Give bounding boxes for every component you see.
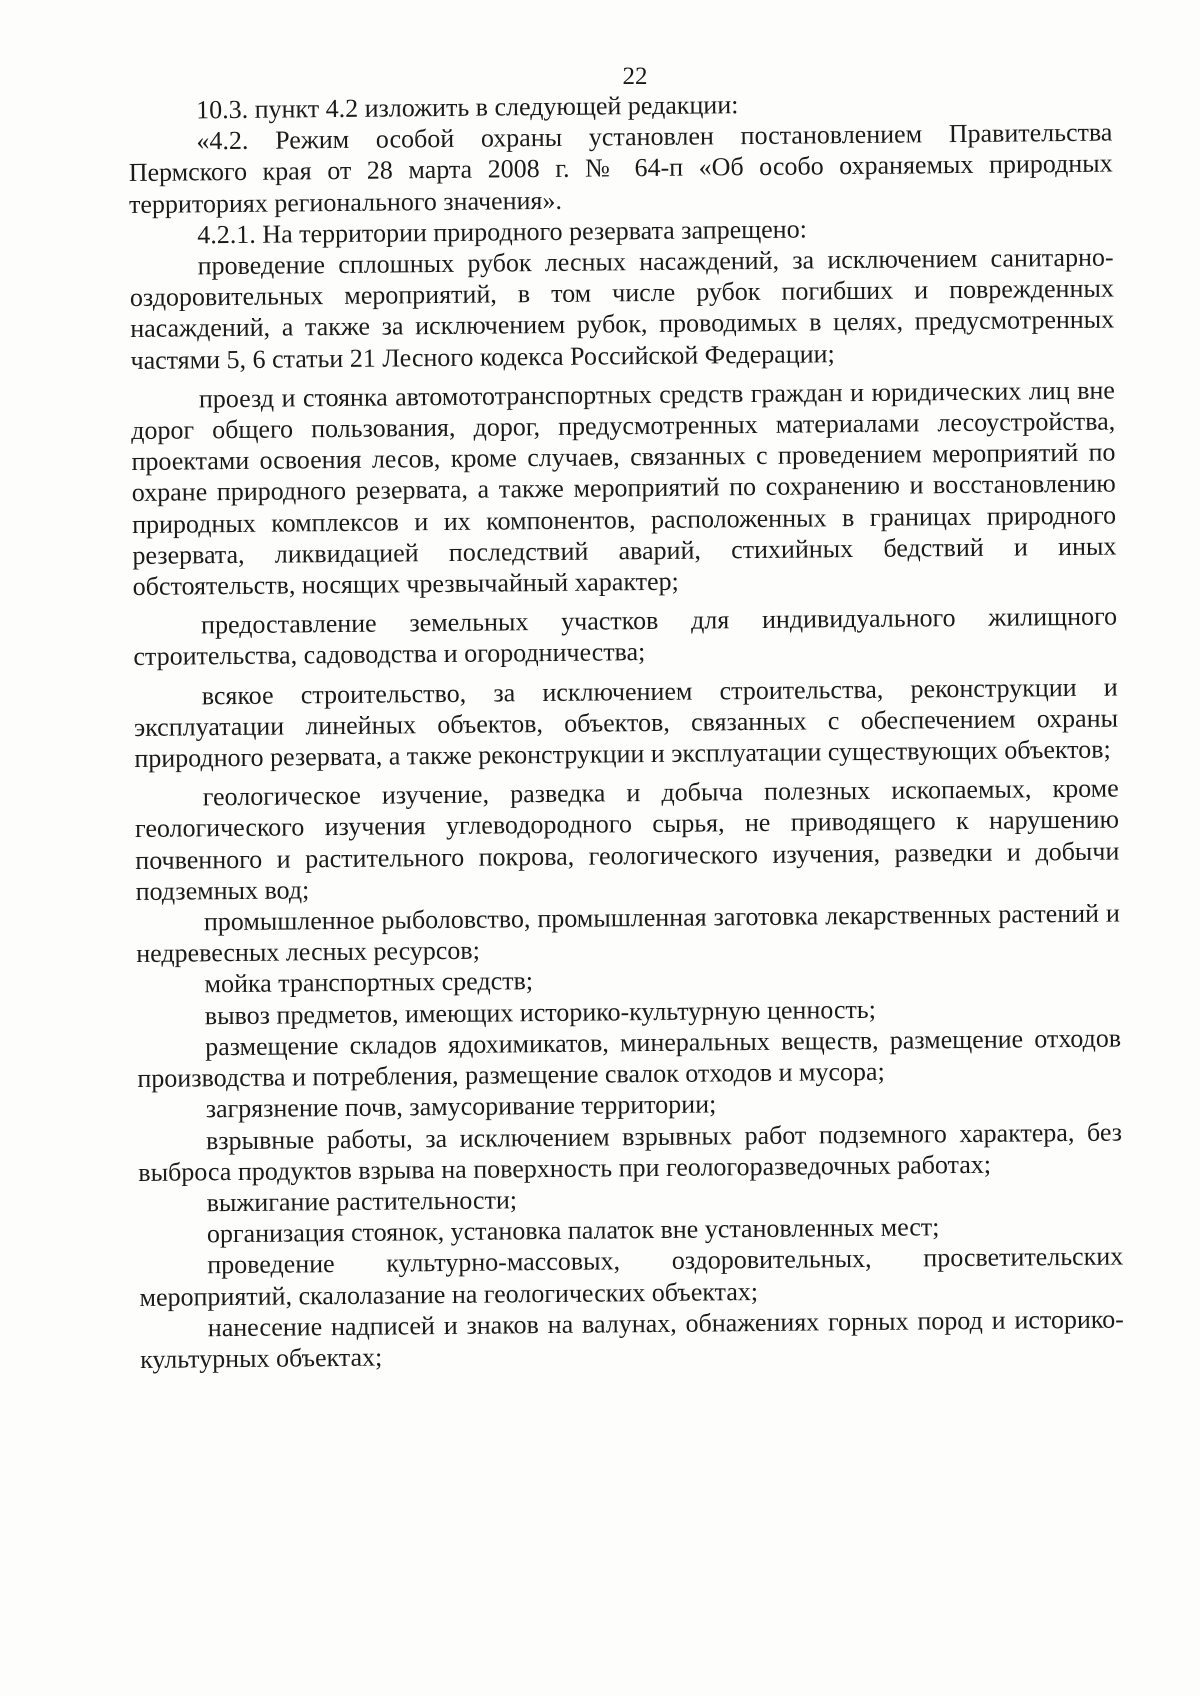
list-item-vegetation-burning: выжигание растительности; [206, 1185, 518, 1218]
list-item-blasting: взрывные работы, за исключением взрывных работ подземного характера, без выброса продуктов взрыва на поверхность при геологоразведочных работах; [138, 1117, 1123, 1187]
list-item-mass-events: проведение культурно-массовых, оздоровительных, просветительских мероприятий, скалолазание на геологических объектах; [139, 1241, 1124, 1312]
list-item-camping: организация стоянок, установка палаток вне установленных мест; [206, 1212, 940, 1249]
list-item-land-plots: предоставление земельных участков для индивидуального жилищного строительства, садоводства и огородничества; [133, 601, 1118, 672]
page-number: 22 [622, 63, 648, 90]
list-item-fishing: промышленное рыболовство, промышленная заготовка лекарственных растений и недревесных лесных ресурсов; [136, 898, 1121, 969]
document-body [128, 86, 1124, 1376]
paragraph-amendment: 10.3. пункт 4.2 изложить в следующей редакции: [196, 90, 739, 125]
paragraph-4-2-1: 4.2.1. На территории природного резервата запрещено: [197, 214, 807, 250]
paragraph-4-2: «4.2. Режим особой охраны установлен постановлением Правительства Пермского края от 28 марта 2008 г. № 64-п «Об особо охраняемых природных территориях регионального значения». [128, 117, 1113, 219]
list-item-chemical-storage: размещение складов ядохимикатов, минеральных веществ, размещение отходов производства и потребления, размещение свалок отходов и мусора; [137, 1023, 1122, 1094]
list-item-construction: всякое строительство, за исключением строительства, реконструкции и эксплуатации линейных объектов, объектов, связанных с обеспечением охраны природного резервата, а также реконструкции и эксплуатации существующих объектов; [133, 672, 1119, 774]
list-item-soil-pollution: загрязнение почв, замусоривание территории; [205, 1089, 717, 1124]
list-item-vehicle-passage: проезд и стоянка автомототранспортных средств граждан и юридических лиц вне дорог общего пользования, дорог, предусмотренных материалами лесоустройства, проектами освоения лесов, кроме случаев, связанных с проведением мероприятий по охране природного резервата, а также мероприятий по сохранению и восстановлению природных комплексов и их компонентов, расположенных в границах природного резервата, ликвидацией последствий аварий, стихийных бедствий и иных обстоятельств, носящих чрезвычайный характер; [131, 375, 1117, 602]
list-item-clear-cutting: проведение сплошных рубок лесных насаждений, за исключением санитарно-оздоровительных мероприятий, в том числе рубок погибших и поврежденных насаждений, а также за исключением рубок, проводимых в целях, предусмотренных частями 5, 6 статьи 21 Лесного кодекса Российской Федерации; [129, 242, 1115, 375]
list-item-artifacts-export: вывоз предметов, имеющих историко-культурную ценность; [204, 994, 877, 1030]
list-item-geology: геологическое изучение, разведка и добыча полезных ископаемых, кроме геологического изучения углеводородного сырья, не приводящего к нарушению почвенного и растительного покрова, геологического изучения, разведки и добычи подземных вод; [134, 773, 1120, 906]
list-item-vehicle-washing: мойка транспортных средств; [204, 966, 534, 999]
list-item-inscriptions: нанесение надписей и знаков на валунах, обнажениях горных пород и историко-культурных объектах; [139, 1304, 1124, 1374]
